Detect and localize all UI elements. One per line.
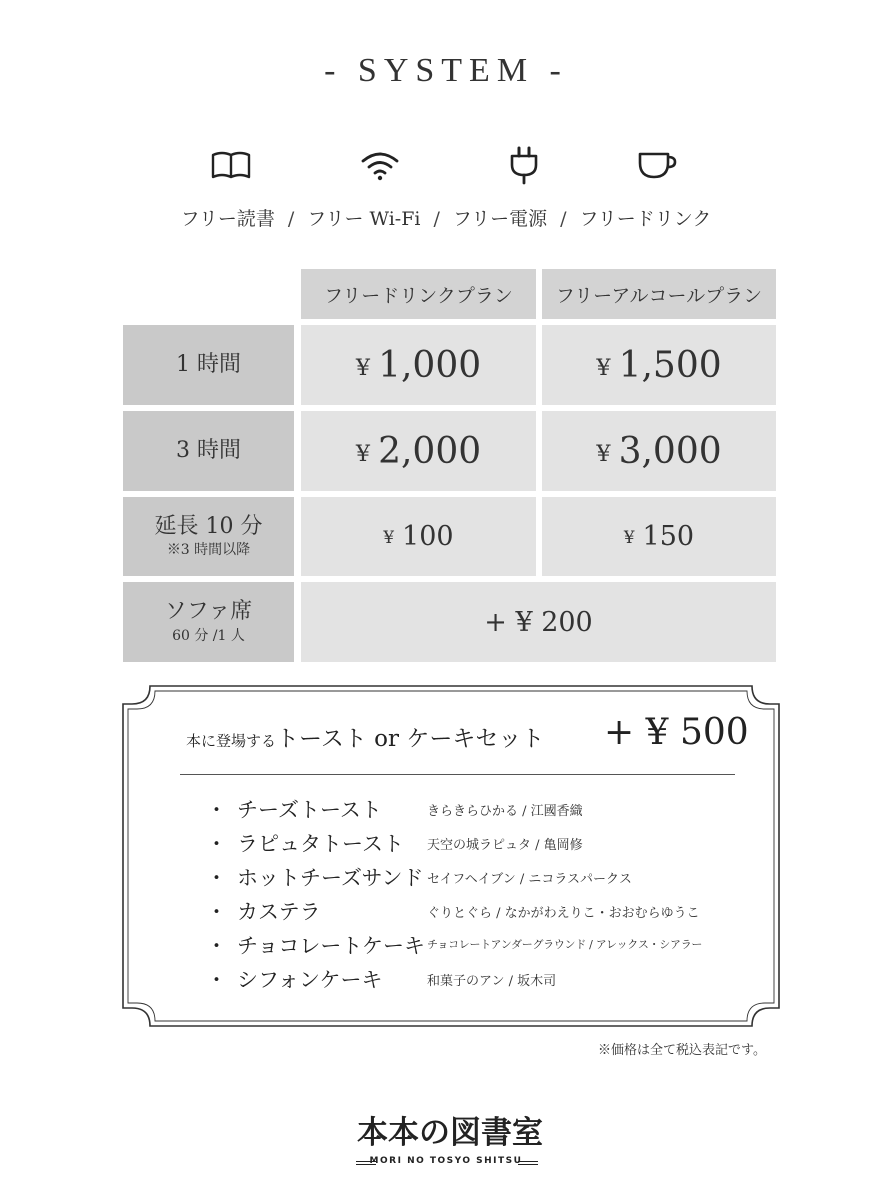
menu-item (206, 828, 404, 858)
price-value: 3,000 (618, 430, 722, 472)
tax-note: ※価格は全て税込表記です。 (598, 1043, 766, 1058)
menu-item-name: チーズトースト (237, 798, 382, 822)
price-value: + ¥ 200 (484, 606, 593, 638)
bullet: ・ (206, 866, 227, 890)
price-value: 1,000 (378, 344, 482, 386)
set-menu-price: + ¥ 500 (604, 712, 749, 753)
menu-item-book: きらきらひかる / 江國香織 (427, 804, 583, 819)
yen-sign: ¥ (355, 440, 371, 467)
price-cell (542, 325, 776, 405)
yen-sign: ¥ (383, 527, 395, 547)
menu-item (206, 896, 321, 926)
menu-item-name: ラピュタトースト (237, 832, 404, 856)
menu-item (206, 862, 423, 892)
yen-sign: ¥ (355, 354, 371, 381)
menu-item-book: セイフヘイブン / ニコラスパークス (427, 872, 632, 887)
row-label: ソファ席 (164, 599, 253, 625)
plug-icon (494, 140, 554, 190)
row-label-sofa (123, 582, 294, 662)
bullet: ・ (206, 832, 227, 856)
row-label: 3 時間 (176, 437, 241, 463)
amenity-list (0, 204, 892, 231)
price-cell (301, 325, 536, 405)
menu-item-book: 和菓子のアン / 坂木司 (427, 974, 557, 989)
separator: / (287, 208, 295, 230)
separator: / (433, 208, 440, 230)
sofa-price-cell (301, 582, 776, 662)
menu-item-book: 天空の城ラピュタ / 亀岡修 (427, 838, 583, 853)
logo-text: 本本の図書室 (357, 1115, 543, 1151)
menu-item (206, 964, 383, 994)
price-value: 100 (402, 521, 454, 552)
menu-item-book: ぐりとぐら / なかがわえりこ・おおむらゆうこ (427, 906, 700, 921)
price-value: 150 (642, 521, 695, 552)
row-sublabel: ※3 時間以降 (166, 542, 251, 559)
page-title: - SYSTEM - (324, 52, 568, 89)
price-cell (542, 497, 776, 576)
header-free-drink-plan: フリードリンクプラン (301, 269, 536, 319)
menu-item-name: カステラ (237, 900, 321, 924)
price-cell (301, 411, 536, 491)
separator: / (560, 208, 567, 230)
price-value: 2,000 (378, 430, 482, 472)
row-label-1h (123, 325, 294, 405)
header-free-alcohol-plan: フリーアルコールプラン (542, 269, 776, 319)
price-value: 1,500 (618, 344, 722, 386)
bullet: ・ (206, 798, 227, 822)
menu-item-name: チョコレートケーキ (237, 934, 425, 958)
yen-sign: ¥ (596, 440, 611, 467)
yen-sign: ¥ (623, 527, 635, 547)
amenity-free-power: フリー電源 (452, 208, 548, 230)
book-icon (201, 140, 261, 190)
row-sublabel: 60 分 /1 人 (172, 627, 245, 644)
logo-subtitle: MORI NO TOSYO SHITSU (369, 1156, 523, 1166)
row-label: 1 時間 (176, 351, 241, 377)
menu-item-name: シフォンケーキ (237, 968, 383, 992)
amenity-free-drink: フリードリンク (579, 208, 712, 230)
menu-item-name: ホットチーズサンド (237, 866, 424, 890)
set-title-prefix: 本に登場する (186, 732, 277, 750)
cup-icon (627, 140, 687, 190)
bullet: ・ (206, 968, 227, 992)
row-label: 延長 10 分 (154, 513, 263, 539)
row-label-3h (123, 411, 294, 491)
bullet: ・ (206, 934, 227, 958)
amenity-free-wifi: フリー Wi-Fi (307, 208, 421, 230)
set-menu-title (186, 720, 544, 753)
bullet: ・ (206, 900, 227, 924)
menu-item (206, 794, 382, 824)
price-cell (301, 497, 536, 576)
wifi-icon (350, 140, 410, 190)
menu-item (206, 930, 425, 960)
menu-item-book: チョコレートアンダーグラウンド / アレックス・シアラー (427, 938, 703, 951)
yen-sign: ¥ (596, 354, 611, 381)
set-title-main: トースト or ケーキセット (276, 726, 545, 752)
row-label-extension (123, 497, 294, 576)
amenity-free-reading: フリー読書 (180, 208, 275, 230)
divider (180, 774, 735, 775)
price-cell (542, 411, 776, 491)
